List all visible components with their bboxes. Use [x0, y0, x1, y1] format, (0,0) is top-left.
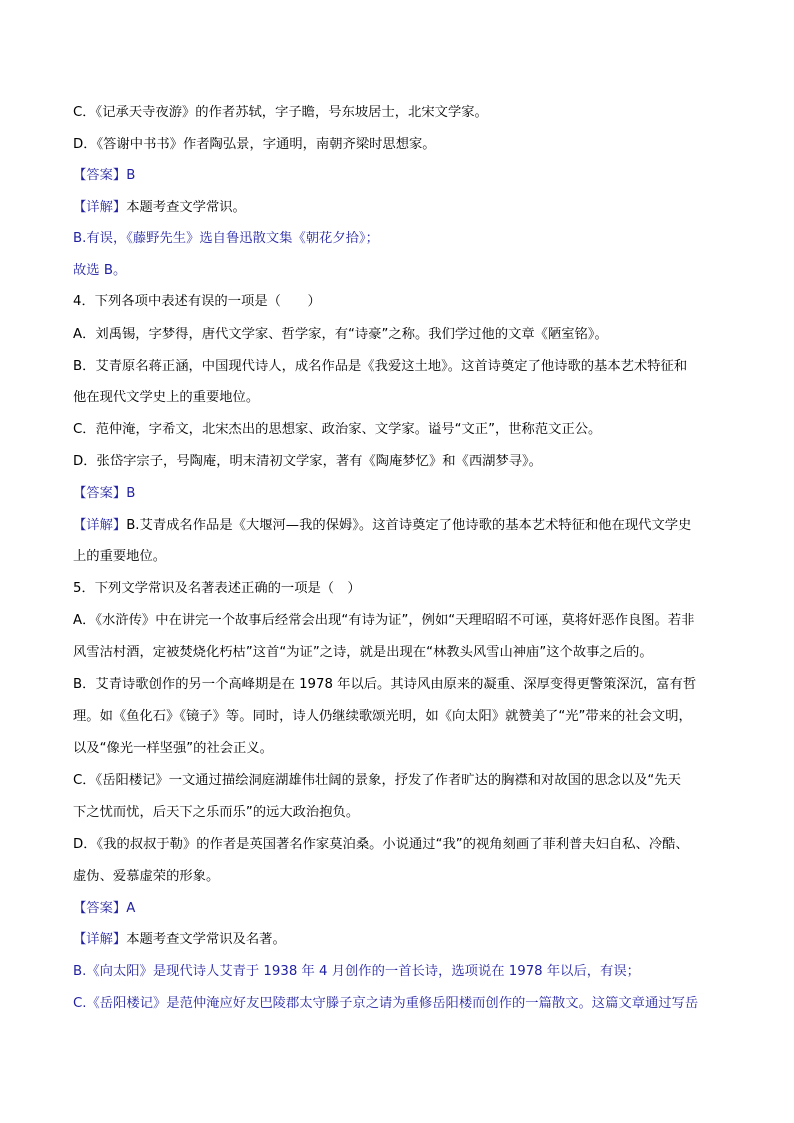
question-5-option-a-cont: 风雪沽村酒，定被焚烧化朽枯”这首“为证”之诗，就是出现在“林教头风雪山神庙”这个故事之后的。 [73, 645, 653, 660]
answer-tag: 【答案】 [73, 168, 127, 183]
question-5-option-d: D．《我的叔叔于勒》的作者是英国著名作家莫泊桑。小说通过“我”的视角刻画了菲利普夫妇自私、冷酷、 [73, 837, 689, 852]
question-5-stem: 5．下列文学常识及名著表述正确的一项是（ ） [73, 581, 361, 596]
answer-line [73, 899, 135, 919]
question-5-option-c-cont: 下之忧而忧，后天下之乐而乐”的远大政治抱负。 [73, 805, 360, 820]
question-5-option-a: A．《水浒传》中在讲完一个故事后经常会出现“有诗为证”，例如“天理昭昭不可诬，莫将奸恶作良图。若非 [73, 613, 695, 628]
question-5-option-d-cont: 虚伪、爱慕虚荣的形象。 [73, 869, 220, 884]
explanation-text: B.艾青成名作品是《大堰河—我的保姆》。这首诗奠定了他诗歌的基本艺术特征和他在现代文学史 [126, 518, 692, 533]
question-4-option-b: B．艾青原名蒋正涵，中国现代诗人，成名作品是《我爱这土地》。这首诗奠定了他诗歌的基本艺术特征和 [73, 359, 688, 374]
conclusion-line: 故选 B。 [73, 263, 127, 278]
option-c-line: C．《记承天寺夜游》的作者苏轼，字子瞻，号东坡居士，北宋文学家。 [73, 105, 488, 120]
question-5-option-b-cont2: 以及“像光一样坚强”的社会正义。 [73, 741, 273, 756]
answer-value: B [126, 486, 136, 501]
question-4-option-a: A．刘禹锡，字梦得，唐代文学家、哲学家，有“诗豪”之称。我们学过他的文章《陋室铭》。 [73, 327, 608, 342]
answer-line [73, 484, 135, 504]
explanation-detail-c: C.《岳阳楼记》是范仲淹应好友巴陵郡太守滕子京之请为重修岳阳楼而创作的一篇散文。这篇文章通过写岳 [73, 996, 699, 1011]
explanation-text: 本题考查文学常识及名著。 [126, 932, 286, 947]
explanation-detail: B.有误，《藤野先生》选自鲁迅散文集《朝花夕拾》； [73, 231, 379, 246]
explanation-tag: 【详解】 [73, 932, 127, 947]
question-5-option-b: B．艾青诗歌创作的另一个高峰期是在 1978 年以后。其诗风由原来的凝重、深厚变得更警策深沉，富有哲 [73, 677, 697, 692]
answer-value: A [126, 901, 136, 916]
explanation-line [73, 198, 246, 218]
answer-value: B [126, 168, 136, 183]
question-5-option-c: C．《岳阳楼记》一文通过描绘洞庭湖雄伟壮阔的景象，抒发了作者旷达的胸襟和对故国的思念以及“先天 [73, 773, 681, 788]
question-5-option-b-cont: 理。如《鱼化石》《镜子》等。同时，诗人仍继续歌颂光明，如《向太阳》就赞美了“光”带来的社会文明， [73, 709, 692, 724]
question-4-stem: 4．下列各项中表述有误的一项是（ ） [73, 294, 321, 309]
option-d-line: D．《答谢中书书》作者陶弘景，字通明，南朝齐梁时思想家。 [73, 137, 436, 152]
question-4-option-b-cont: 他在现代文学史上的重要地位。 [73, 390, 260, 405]
explanation-line [73, 516, 691, 536]
answer-line [73, 166, 135, 186]
explanation-cont: 上的重要地位。 [73, 549, 167, 564]
question-4-option-c: C．范仲淹，字希文，北宋杰出的思想家、政治家、文学家。谥号“文正”，世称范文正公。 [73, 422, 602, 437]
explanation-tag: 【详解】 [73, 200, 127, 215]
explanation-line [73, 930, 286, 950]
answer-tag: 【答案】 [73, 901, 127, 916]
answer-tag: 【答案】 [73, 486, 127, 501]
explanation-detail-b: B.《向太阳》是现代诗人艾青于 1938 年 4 月创作的一首长诗，选项说在 1978 年以后，有误； [73, 964, 640, 979]
question-4-option-d: D．张岱字宗子，号陶庵，明末清初文学家，著有《陶庵梦忆》和《西湖梦寻》。 [73, 454, 542, 469]
explanation-text: 本题考查文学常识。 [126, 200, 246, 215]
explanation-tag: 【详解】 [73, 518, 127, 533]
